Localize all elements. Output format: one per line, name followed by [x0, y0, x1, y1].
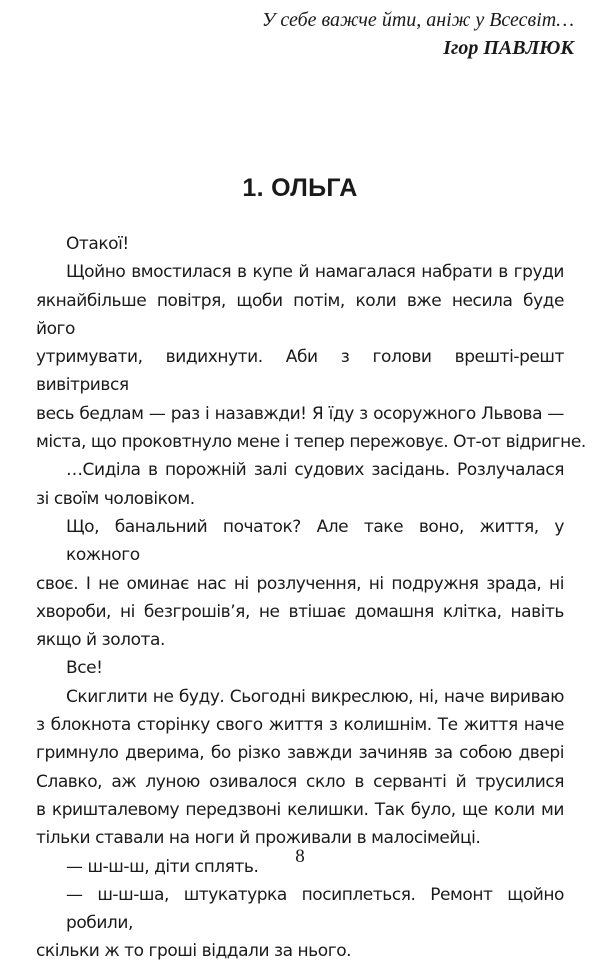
text-line: Щойно вмостилася в купе й намагалася набрати в груди — [66, 262, 564, 283]
text-line: зі своїм чоловіком. — [36, 488, 195, 509]
text-line: тільки ставали на ноги й проживали в малосімейці. — [36, 828, 481, 849]
text-line: Славко, аж луною озивалося скло в серванті й трусилися — [36, 771, 564, 792]
text-line: весь бедлам — раз і назавжди! Я їду з осоружного Львова — — [36, 403, 564, 424]
epigraph-quote: У себе важче йти, аніж у Всесвіт… — [261, 9, 574, 31]
text-line: Отакої! — [66, 234, 129, 254]
text-line: якщо й золота. — [36, 630, 165, 651]
chapter-title: 1. ОЛЬГА — [242, 174, 358, 202]
text-line: Скиглити не буду. Сьогодні викреслюю, ні, наче вириваю — [66, 686, 564, 707]
epigraph-author: Ігор ПАВЛЮК — [443, 37, 574, 59]
text-line: скільки ж то гроші віддали за нього. — [36, 941, 352, 962]
text-line: міста, що проковтнуло мене і тепер пережовує. От-от відригне. — [36, 432, 586, 453]
text-line: Що, банальний початок? Але таке воно, життя, у кожного — [66, 516, 564, 566]
text-line: утримувати, видихнути. Аби з голови врешті-решт вивітрився — [36, 347, 564, 396]
text-line: гримнуло дверима, бо різко завжди зачиняв за собою двері — [36, 743, 564, 764]
page-number: 8 — [295, 846, 305, 867]
text-line: …Сиділа в порожній залі судових засідань. Розлучалася — [66, 460, 564, 481]
text-line: в кришталевому передзвоні келишки. Так було, ще коли ми — [36, 799, 564, 820]
text-line: — ш-ш-ша, штукатурка посиплеться. Ремонт щойно робили, — [66, 884, 564, 934]
text-line: хвороби, ні безгрошів’я, не втішає домашня клітка, навіть — [36, 601, 564, 622]
text-line: — ш-ш-ш, діти сплять. — [66, 856, 259, 877]
text-line: своє. І не оминає нас ні розлучення, ні подружня зрада, ні — [36, 573, 564, 594]
text-line: якнайбільше повітря, щоби потім, коли вже несила буде його — [36, 290, 564, 339]
epigraph — [262, 6, 574, 62]
text-line: Все! — [66, 658, 103, 679]
text-line: з блокнота сторінку свого життя з колишнім. Те життя наче — [36, 715, 564, 736]
